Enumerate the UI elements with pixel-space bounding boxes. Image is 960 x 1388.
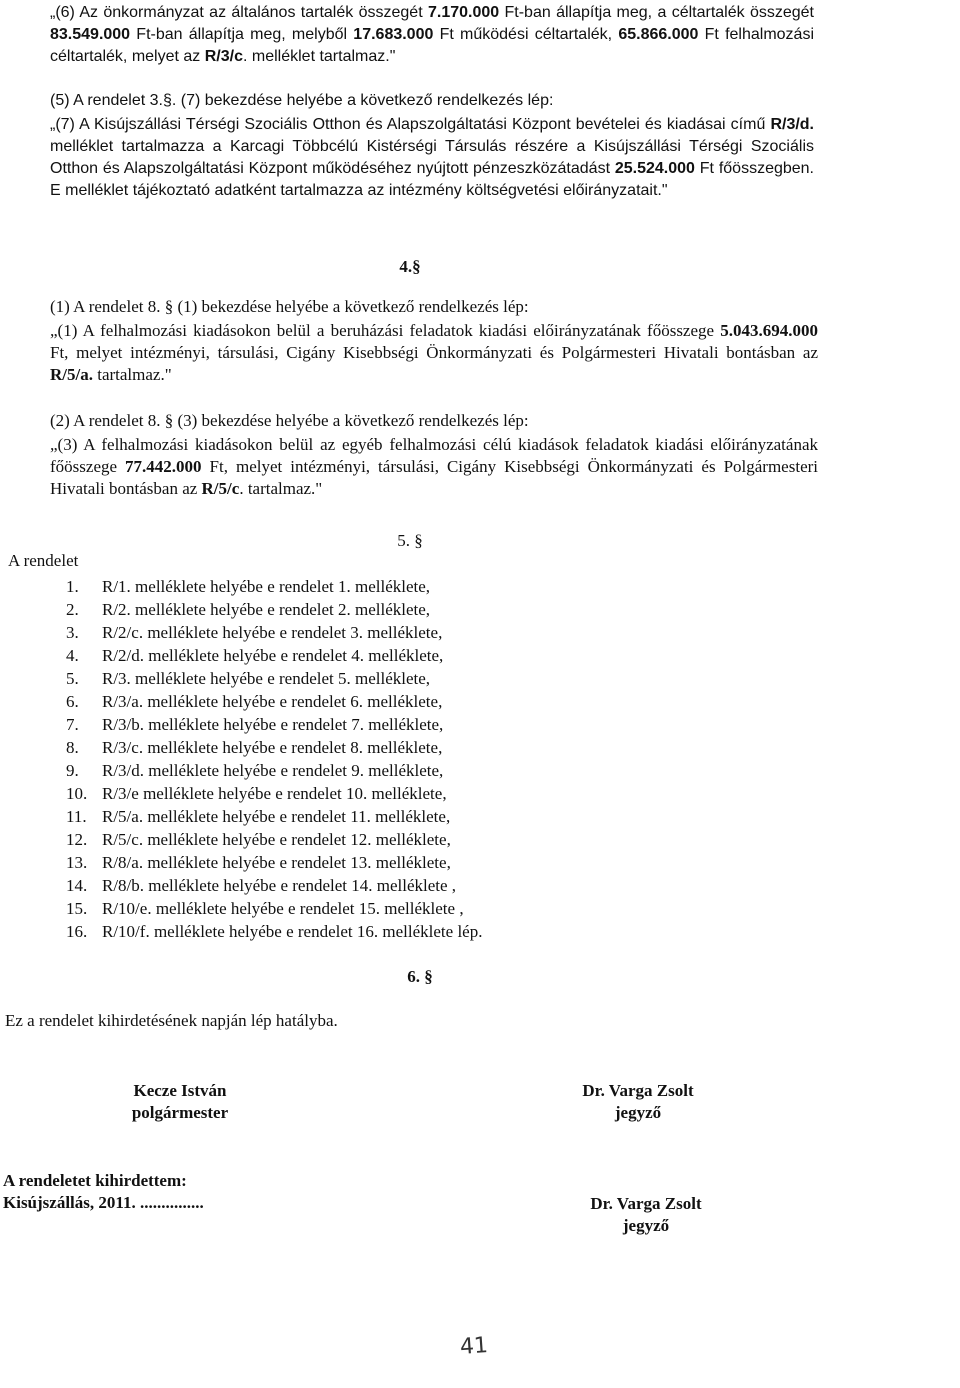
text: . tartalmaz.": [239, 479, 323, 498]
list-item-text: R/8/b. melléklete helyébe e rendelet 14. melléklete ,: [102, 876, 457, 895]
list-item-text: R/3/c. melléklete helyébe e rendelet 8. melléklete,: [102, 738, 443, 757]
list-item: [66, 644, 482, 667]
notary-title: jegyző: [614, 1103, 662, 1122]
list-item-number: 9.: [66, 761, 79, 780]
list-item-number: 3.: [66, 623, 79, 642]
promulgation-block: [3, 1170, 204, 1214]
list-item-text: R/3/e melléklete helyébe e rendelet 10. melléklete,: [102, 784, 447, 803]
list-item: [66, 828, 482, 851]
list-item: [66, 851, 482, 874]
mayor-signature-block: [100, 1080, 260, 1124]
list-item-text: R/5/a. melléklete helyébe e rendelet 11. melléklete,: [102, 807, 451, 826]
text: „(3) A felhalmozási kiadásokon belül az egyéb felhalmozási célú kiadások feladatok kiadási előirányzatának főösszege: [50, 435, 818, 476]
list-item-text: R/8/a. melléklete helyébe e rendelet 13. melléklete,: [102, 853, 451, 872]
text: „(6) Az önkormányzat az általános tartalék összegét: [50, 4, 428, 21]
annex-ref: R/5/c: [201, 479, 240, 498]
amount: 5.043.694.000: [720, 321, 818, 340]
list-item-number: 1.: [66, 577, 79, 596]
list-item-text: R/2/c. melléklete helyébe e rendelet 3. melléklete,: [102, 623, 443, 642]
list-item: [66, 805, 482, 828]
mayor-name: Kecze István: [133, 1081, 227, 1100]
mayor-title: polgármester: [131, 1103, 229, 1122]
list-item-number: 4.: [66, 646, 79, 665]
text: „(1) A felhalmozási kiadásokon belül a beruházási feladatok kiadási előirányzatának főösszege: [50, 321, 721, 340]
list-item-number: 8.: [66, 738, 79, 757]
list-item: [66, 897, 482, 920]
text: melléklet tartalmazza a Karcagi Többcélú Kistérségi Társulás részére a Kisújszállási Térségi Szociális Otthon és Alapszolgáltatási Központ működéséhez nyújtott pénzeszközátadást: [50, 138, 814, 177]
list-item-number: 12.: [66, 830, 88, 849]
paragraph-5-intro: (5) A rendelet 3.§. (7) bekezdése helyébe a következő rendelkezés lép:: [50, 92, 554, 109]
amount: 7.170.000: [427, 4, 500, 21]
text: Ft, melyet intézményi, társulási, Cigány Kisebbségi Önkormányzati és Polgármesteri Hivatali bontásban az: [50, 457, 818, 498]
list-item-text: R/2. melléklete helyébe e rendelet 2. melléklete,: [102, 600, 431, 619]
list-item-text: R/10/f. melléklete helyébe e rendelet 16. melléklete lép.: [102, 922, 483, 941]
list-item-number: 13.: [66, 853, 88, 872]
list-item: [66, 736, 482, 759]
list-item-text: R/2/d. melléklete helyébe e rendelet 4. melléklete,: [102, 646, 444, 665]
list-item: [66, 874, 482, 897]
list-item: [66, 759, 482, 782]
effective-date-clause: Ez a rendelet kihirdetésének napján lép hatályba.: [5, 1011, 338, 1030]
notary-title: jegyző: [622, 1216, 670, 1235]
list-item: [66, 713, 482, 736]
list-item-text: R/10/e. melléklete helyébe e rendelet 15. melléklete ,: [102, 899, 464, 918]
text: Ft-ban állapítja meg, melyből: [130, 26, 354, 43]
text: tartalmaz.": [92, 365, 172, 384]
list-intro: A rendelet: [8, 551, 79, 570]
promulgation-statement: A rendeletet kihirdettem:: [3, 1171, 187, 1190]
paragraph-4-1-body: [50, 320, 818, 386]
list-item-text: R/3/d. melléklete helyébe e rendelet 9. melléklete,: [102, 761, 444, 780]
paragraph-4-2-intro: (2) A rendelet 8. § (3) bekezdése helyébe a következő rendelkezés lép:: [50, 411, 529, 430]
list-item: [66, 782, 482, 805]
list-item-number: 10.: [66, 784, 88, 803]
list-item-number: 2.: [66, 600, 79, 619]
annex-ref: R/3/d.: [770, 116, 814, 133]
text: Ft-ban állapítja meg, a céltartalék összegét: [499, 4, 814, 21]
list-item-text: R/3. melléklete helyébe e rendelet 5. melléklete,: [102, 669, 431, 688]
section-4-heading: 4.§: [399, 257, 421, 276]
paragraph-4-1-intro: (1) A rendelet 8. § (1) bekezdése helyébe a következő rendelkezés lép:: [50, 297, 529, 316]
notary-name: Dr. Varga Zsolt: [590, 1194, 702, 1213]
list-item: [66, 667, 482, 690]
list-item-text: R/1. melléklete helyébe e rendelet 1. melléklete,: [102, 577, 431, 596]
list-item-text: R/3/a. melléklete helyébe e rendelet 6. melléklete,: [102, 692, 443, 711]
promulgation-place-date: Kisújszállás, 2011. ...............: [3, 1193, 204, 1212]
paragraph-6: [50, 2, 814, 68]
notary-signature-block: [558, 1080, 718, 1124]
annex-replacement-list: [66, 575, 482, 943]
section-6-heading: 6. §: [407, 967, 433, 986]
list-item: [66, 575, 482, 598]
paragraph-5-body: [50, 114, 814, 202]
promulgation-notary-block: [566, 1193, 726, 1237]
text: . melléklet tartalmaz.": [242, 48, 396, 65]
notary-name: Dr. Varga Zsolt: [582, 1081, 694, 1100]
annex-ref: R/3/c: [204, 48, 243, 65]
list-item-number: 16.: [66, 922, 88, 941]
annex-ref: R/5/a.: [50, 365, 93, 384]
list-item-number: 11.: [66, 807, 87, 826]
list-item: [66, 621, 482, 644]
amount: 83.549.000: [50, 26, 131, 43]
list-item: [66, 920, 482, 943]
paragraph-4-2-body: [50, 434, 818, 500]
list-item: [66, 598, 482, 621]
amount: 25.524.000: [614, 160, 695, 177]
amount: 17.683.000: [353, 26, 434, 43]
list-item: [66, 690, 482, 713]
handwritten-page-number: 41: [459, 1333, 489, 1360]
text: Ft működési céltartalék,: [433, 26, 619, 43]
list-item-number: 5.: [66, 669, 79, 688]
amount: 77.442.000: [125, 457, 202, 476]
text: Ft főösszegben. E melléklet tájékoztató adatként tartalmazza az intézmény költségvetési előirányzatait.": [50, 160, 815, 199]
section-5-heading: 5. §: [397, 531, 423, 550]
text: Ft, melyet intézményi, társulási, Cigány Kisebbségi Önkormányzati és Polgármesteri Hivatali bontásban az: [50, 343, 818, 362]
list-item-number: 15.: [66, 899, 88, 918]
list-item-number: 6.: [66, 692, 79, 711]
list-item-number: 7.: [66, 715, 79, 734]
text: „(7) A Kisújszállási Térségi Szociális Otthon és Alapszolgáltatási Központ bevételei és kiadásai című: [50, 116, 771, 133]
list-item-text: R/5/c. melléklete helyébe e rendelet 12. melléklete,: [102, 830, 451, 849]
list-item-text: R/3/b. melléklete helyébe e rendelet 7. melléklete,: [102, 715, 444, 734]
list-item-number: 14.: [66, 876, 88, 895]
text: Ft felhalmozási céltartalék, melyet az: [50, 26, 814, 65]
amount: 65.866.000: [618, 26, 699, 43]
